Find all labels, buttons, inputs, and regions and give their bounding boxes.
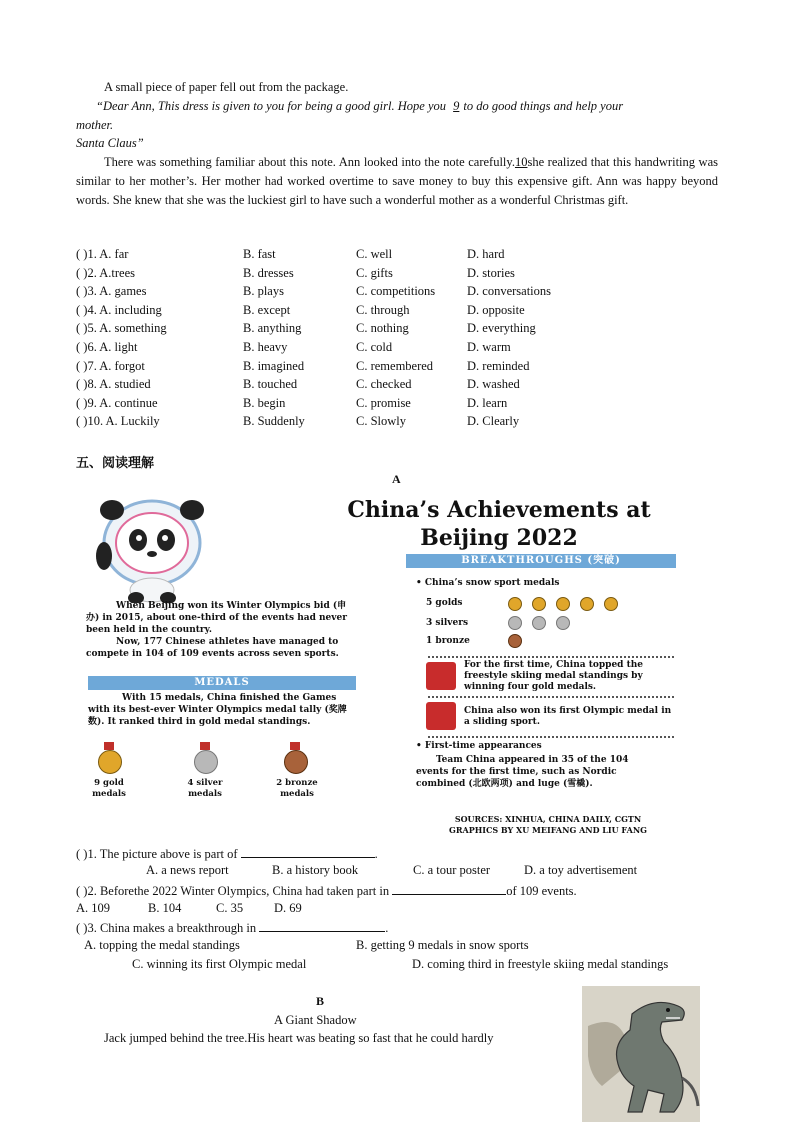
question-3 (76, 919, 388, 936)
gold-medal-icon (604, 597, 618, 611)
bing-dwen-dwen-icon (92, 488, 212, 603)
q2-option-a: A. 109 (76, 901, 111, 915)
gold-label-2: medals (92, 789, 126, 799)
option-b: B. heavy (243, 340, 288, 354)
medal-ribbon (200, 742, 210, 750)
cloze-question-row (76, 266, 716, 284)
gold-medal-icon (508, 597, 522, 611)
bronze-medal-icon (508, 634, 522, 648)
option-b: B. fast (243, 247, 276, 261)
option-d: D. Clearly (467, 414, 520, 429)
option-a: ( )9. A. continue (76, 395, 158, 410)
cloze-question-row (76, 303, 716, 321)
question-1 (76, 845, 378, 862)
option-d: D. stories (467, 265, 515, 280)
sliding-icon (426, 702, 456, 730)
divider (428, 656, 674, 658)
cloze-question-row (76, 284, 716, 302)
option-d: D. everything (467, 321, 536, 336)
option-c: C. through (356, 302, 410, 317)
answer-blank (392, 882, 506, 895)
gold-medal-icon (556, 597, 570, 611)
medals-text: With 15 medals, China finished the Games with its best-ever Winter Olympics medal tally (奖牌数). It ranked third in gold medal standings. (88, 693, 347, 727)
question-1-text: ( )1. The picture above is part of (76, 847, 241, 861)
bronze-medal-icon (284, 750, 308, 774)
option-a: ( )3. A. games (76, 284, 147, 299)
option-b: B. plays (243, 284, 284, 299)
option-c: C. well (356, 247, 393, 261)
option-c: C. nothing (356, 321, 409, 336)
bronze-label-2: medals (280, 789, 314, 799)
blank-10: 10 (514, 155, 528, 169)
silver-medal-icon (508, 616, 522, 630)
option-a: ( )8. A. studied (76, 377, 151, 392)
q1-option-b: B. a history book (272, 863, 359, 877)
option-d: D. reminded (467, 358, 530, 373)
q1-option-d: D. a toy advertisement (524, 863, 638, 877)
silver-medal-icon (556, 616, 570, 630)
cloze-question-row (76, 377, 716, 395)
silver-medal-icon (194, 750, 218, 774)
golds-label: 5 golds (426, 598, 463, 608)
note-line-mother: mother. (76, 118, 114, 132)
poster-title-line1: China’s Achievements at (347, 497, 651, 523)
option-a: ( )6. A. light (76, 340, 138, 354)
question-2-end: of 109 events. (506, 884, 577, 898)
sources-line2: GRAPHICS BY XU MEIFANG AND LIU FANG (449, 825, 647, 835)
option-d: D. opposite (467, 302, 525, 317)
sources-line1: SOURCES: XINHUA, CHINA DAILY, CGTN (454, 814, 642, 824)
answer-blank (241, 845, 375, 858)
blank-9: 9 (453, 99, 460, 113)
silver-label-2: medals (188, 789, 222, 799)
q2-option-b: B. 104 (148, 901, 182, 915)
passage-label-b: B (316, 994, 325, 1008)
bronze-label-1: 2 bronze (276, 778, 318, 788)
q3-option-a: A. topping the medal standings (84, 938, 240, 952)
cloze-question-row (76, 247, 716, 265)
question-2 (76, 882, 577, 899)
option-b: B. anything (243, 321, 302, 336)
question-1-end: . (374, 847, 378, 861)
gold-medal-icon (580, 597, 594, 611)
section-title: 五、阅读理解 (76, 456, 155, 471)
q3-option-d: D. coming third in freestyle skiing medal standings (412, 957, 669, 971)
first-text: Team China appeared in 35 of the 104 events for the first time, such as Nordic combined (北欧两项) and luge (雪橇). (416, 755, 629, 789)
note-signature: Santa Claus” (76, 136, 144, 150)
skiing-text: For the first time, China topped the freestyle skiing medal standings by winning four gold medals. (464, 660, 644, 692)
option-a: ( )4. A. including (76, 302, 162, 317)
breakthroughs-banner: BREAKTHROUGHS (突破) (406, 554, 676, 568)
option-b: B. begin (243, 395, 286, 410)
option-a: ( )7. A. forgot (76, 358, 145, 373)
left-text-1: When Beijing won its Winter Olympics bid (申办) in 2015, about one-third of the events had never been held in the country. (86, 601, 347, 635)
q1-option-a: A. a news report (146, 863, 229, 877)
cloze-question-row (76, 321, 716, 339)
option-d: D. hard (467, 247, 505, 261)
medals-banner: MEDALS (88, 676, 356, 690)
option-d: D. learn (467, 395, 508, 410)
silvers-label: 3 silvers (426, 618, 469, 628)
skiing-icon (426, 662, 456, 690)
option-d: D. washed (467, 377, 520, 392)
q3-option-c: C. winning its first Olympic medal (132, 957, 307, 971)
passage-paragraph (76, 153, 718, 210)
olympics-poster (84, 478, 684, 838)
answer-blank (259, 919, 385, 932)
cloze-question-row (76, 396, 716, 414)
question-3-text: ( )3. China makes a breakthrough in (76, 921, 260, 935)
divider (428, 696, 674, 698)
option-b: B. dresses (243, 265, 294, 280)
option-c: C. remembered (356, 358, 434, 373)
silver-label-1: 4 silver (187, 778, 223, 788)
divider (428, 736, 674, 738)
passage-label-a: A (392, 472, 401, 486)
cloze-question-row (76, 340, 716, 358)
option-d: D. warm (467, 340, 511, 354)
question-2-text: ( )2. Beforethe 2022 Winter Olympics, China had taken part in (76, 884, 393, 898)
option-c: C. cold (356, 340, 393, 354)
medal-ribbon (290, 742, 300, 750)
santa-note (76, 97, 718, 116)
para-text-a: There was something familiar about this note. Ann looked into the note carefully. (104, 155, 515, 169)
dinosaur-illustration-icon (582, 986, 700, 1122)
cloze-question-row (76, 414, 716, 432)
bronze-label: 1 bronze (426, 636, 470, 646)
option-b: B. Suddenly (243, 414, 305, 429)
option-d: D. conversations (467, 284, 552, 299)
medal-ribbon (104, 742, 114, 750)
passage-b-line: Jack jumped behind the tree.His heart was beating so fast that he could hardly (104, 1031, 494, 1045)
q3-option-b: B. getting 9 medals in snow sports (356, 938, 529, 952)
note-text-a: “Dear Ann, This dress is given to you for being a good girl. Hope you (96, 99, 450, 113)
cloze-question-row (76, 359, 716, 377)
passage-b-title: A Giant Shadow (274, 1013, 357, 1027)
option-b: B. touched (243, 377, 298, 392)
gold-medal-icon (98, 750, 122, 774)
note-text-b: to do good things and help your (463, 99, 624, 113)
q1-option-c: C. a tour poster (413, 863, 491, 877)
option-c: C. promise (356, 395, 411, 410)
option-b: B. except (243, 302, 291, 317)
passage-line: A small piece of paper fell out from the package. (104, 80, 349, 94)
option-c: C. gifts (356, 265, 393, 280)
silver-medal-icon (532, 616, 546, 630)
question-3-end: . (385, 921, 389, 935)
option-c: C. Slowly (356, 414, 407, 429)
left-text-2: Now, 177 Chinese athletes have managed to compete in 104 of 109 events across seven sports. (86, 637, 339, 659)
gold-label-1: 9 gold (94, 778, 124, 788)
option-c: C. checked (356, 377, 412, 392)
q2-option-c: C. 35 (216, 901, 244, 915)
poster-title-line2: Beijing 2022 (420, 525, 578, 551)
option-c: C. competitions (356, 284, 436, 299)
option-a: ( )5. A. something (76, 321, 167, 336)
gold-medal-icon (532, 597, 546, 611)
first-heading: • First-time appearances (416, 741, 542, 751)
option-a: ( )2. A.trees (76, 265, 136, 280)
sliding-text: China also won its first Olympic medal in a sliding sport. (464, 706, 672, 727)
option-a: ( )1. A. far (76, 247, 129, 261)
snow-heading: • China’s snow sport medals (416, 578, 560, 588)
q2-option-d: D. 69 (274, 901, 302, 915)
option-a: ( )10. A. Luckily (76, 414, 160, 429)
para-text-b: she realized that this handwriting was similar to her mother’s. Her mother had worked overtime to save money to buy this expensive gift. Ann was happy beyond words. She knew that she was the luckiest girl to have such a wonderful mother as a wonderful Christmas gift. (76, 155, 718, 207)
option-b: B. imagined (243, 358, 305, 373)
